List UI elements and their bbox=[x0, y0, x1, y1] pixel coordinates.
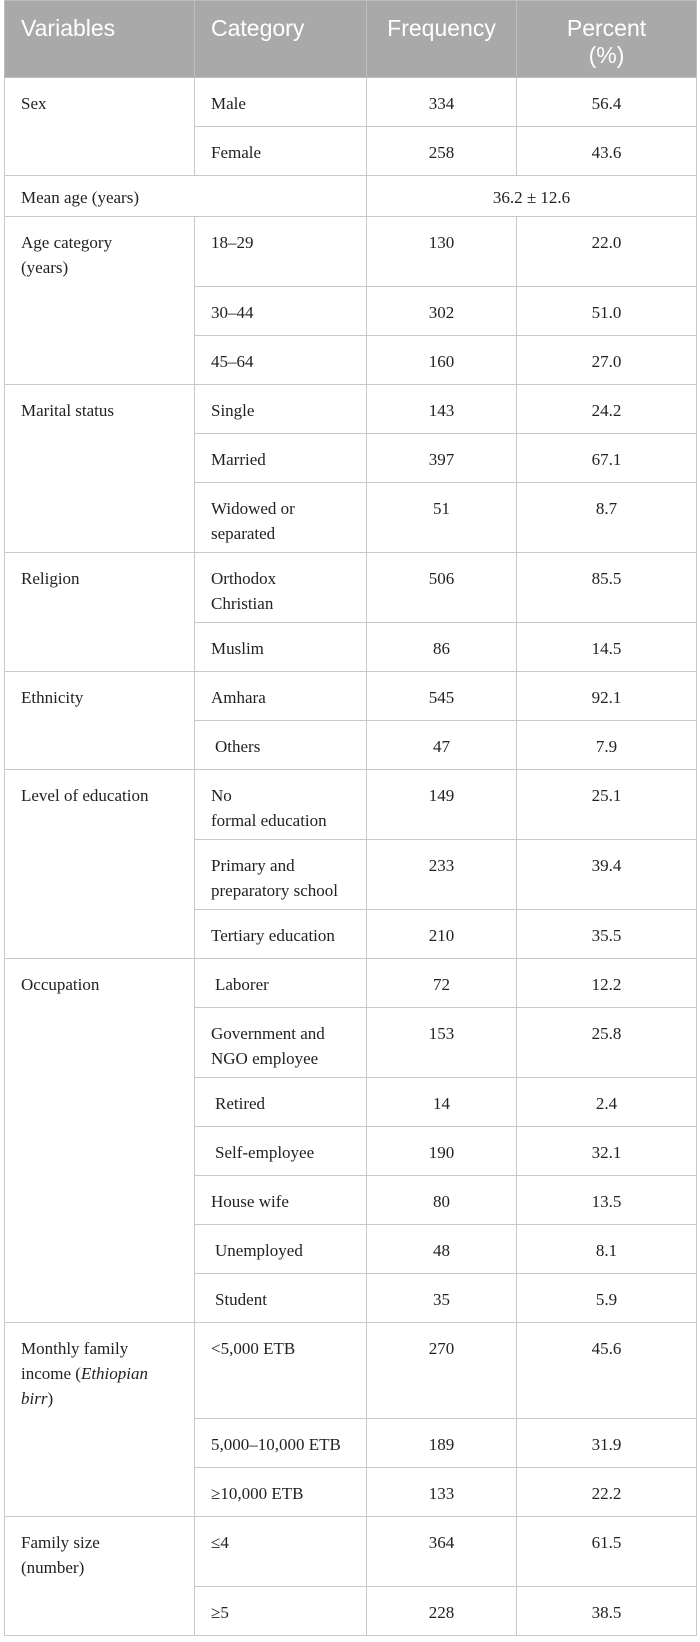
percent-cell: 25.1 bbox=[517, 770, 697, 840]
percent-cell: 39.4 bbox=[517, 840, 697, 910]
table-row bbox=[5, 176, 697, 217]
percent-cell: 22.2 bbox=[517, 1468, 697, 1517]
category-cell: Amhara bbox=[195, 672, 367, 721]
category-cell: Single bbox=[195, 385, 367, 434]
category-cell: 30–44 bbox=[195, 287, 367, 336]
frequency-cell: 143 bbox=[367, 385, 517, 434]
category-cell: Muslim bbox=[195, 623, 367, 672]
frequency-cell: 364 bbox=[367, 1517, 517, 1587]
percent-cell: 27.0 bbox=[517, 336, 697, 385]
frequency-cell: 189 bbox=[367, 1419, 517, 1468]
percent-cell: 45.6 bbox=[517, 1323, 697, 1419]
category-cell: Government and NGO employee bbox=[195, 1008, 367, 1078]
variable-mean-age: Mean age (years) bbox=[5, 176, 367, 217]
category-cell: 18–29 bbox=[195, 217, 367, 287]
category-cell: Tertiary education bbox=[195, 910, 367, 959]
category-cell: ≤4 bbox=[195, 1517, 367, 1587]
frequency-cell: 190 bbox=[367, 1127, 517, 1176]
table-row bbox=[5, 1323, 697, 1419]
percent-cell: 25.8 bbox=[517, 1008, 697, 1078]
percent-cell: 22.0 bbox=[517, 217, 697, 287]
percent-cell: 13.5 bbox=[517, 1176, 697, 1225]
category-cell: Female bbox=[195, 127, 367, 176]
frequency-cell: 72 bbox=[367, 959, 517, 1008]
category-cell: ≥5 bbox=[195, 1587, 367, 1636]
category-cell: <5,000 ETB bbox=[195, 1323, 367, 1419]
table-row bbox=[5, 217, 697, 287]
frequency-cell: 233 bbox=[367, 840, 517, 910]
frequency-cell: 506 bbox=[367, 553, 517, 623]
category-cell: Student bbox=[195, 1274, 367, 1323]
table-row bbox=[5, 385, 697, 434]
frequency-cell: 130 bbox=[367, 217, 517, 287]
category-cell: 5,000–10,000 ETB bbox=[195, 1419, 367, 1468]
category-cell: ≥10,000 ETB bbox=[195, 1468, 367, 1517]
frequency-cell: 80 bbox=[367, 1176, 517, 1225]
category-cell: Laborer bbox=[195, 959, 367, 1008]
frequency-cell: 334 bbox=[367, 78, 517, 127]
frequency-cell: 302 bbox=[367, 287, 517, 336]
frequency-cell: 149 bbox=[367, 770, 517, 840]
percent-cell: 35.5 bbox=[517, 910, 697, 959]
percent-cell: 2.4 bbox=[517, 1078, 697, 1127]
frequency-cell: 86 bbox=[367, 623, 517, 672]
table-row bbox=[5, 959, 697, 1008]
frequency-cell: 160 bbox=[367, 336, 517, 385]
variable-income: Monthly family income (Ethiopian birr) bbox=[5, 1323, 195, 1517]
percent-cell: 24.2 bbox=[517, 385, 697, 434]
table-row bbox=[5, 1517, 697, 1587]
table-row bbox=[5, 672, 697, 721]
category-cell: Self-employee bbox=[195, 1127, 367, 1176]
frequency-cell: 48 bbox=[367, 1225, 517, 1274]
percent-cell: 56.4 bbox=[517, 78, 697, 127]
frequency-cell: 545 bbox=[367, 672, 517, 721]
header-category: Category bbox=[195, 1, 367, 78]
frequency-cell: 270 bbox=[367, 1323, 517, 1419]
percent-cell: 61.5 bbox=[517, 1517, 697, 1587]
percent-cell: 67.1 bbox=[517, 434, 697, 483]
percent-cell: 14.5 bbox=[517, 623, 697, 672]
category-cell: Primary and preparatory school bbox=[195, 840, 367, 910]
variable-family-size: Family size (number) bbox=[5, 1517, 195, 1636]
variable-age-category: Age category (years) bbox=[5, 217, 195, 385]
percent-cell: 51.0 bbox=[517, 287, 697, 336]
frequency-cell: 153 bbox=[367, 1008, 517, 1078]
frequency-cell: 258 bbox=[367, 127, 517, 176]
sociodemographic-table bbox=[4, 0, 697, 1636]
category-cell: 45–64 bbox=[195, 336, 367, 385]
category-cell: Widowed or separated bbox=[195, 483, 367, 553]
percent-cell: 32.1 bbox=[517, 1127, 697, 1176]
percent-cell: 8.1 bbox=[517, 1225, 697, 1274]
table-row bbox=[5, 78, 697, 127]
variable-sex: Sex bbox=[5, 78, 195, 176]
frequency-cell: 133 bbox=[367, 1468, 517, 1517]
frequency-cell: 397 bbox=[367, 434, 517, 483]
percent-cell: 31.9 bbox=[517, 1419, 697, 1468]
header-frequency: Frequency bbox=[367, 1, 517, 78]
percent-cell: 38.5 bbox=[517, 1587, 697, 1636]
frequency-cell: 14 bbox=[367, 1078, 517, 1127]
percent-cell: 12.2 bbox=[517, 959, 697, 1008]
frequency-cell: 35 bbox=[367, 1274, 517, 1323]
variable-occupation: Occupation bbox=[5, 959, 195, 1323]
category-cell: House wife bbox=[195, 1176, 367, 1225]
variable-ethnicity: Ethnicity bbox=[5, 672, 195, 770]
percent-cell: 43.6 bbox=[517, 127, 697, 176]
header-row bbox=[5, 1, 697, 78]
header-percent: Percent (%) bbox=[517, 1, 697, 78]
percent-cell: 85.5 bbox=[517, 553, 697, 623]
variable-education: Level of education bbox=[5, 770, 195, 959]
variable-religion: Religion bbox=[5, 553, 195, 672]
percent-cell: 8.7 bbox=[517, 483, 697, 553]
category-cell: No formal education bbox=[195, 770, 367, 840]
header-variables: Variables bbox=[5, 1, 195, 78]
category-cell: Male bbox=[195, 78, 367, 127]
variable-marital-status: Marital status bbox=[5, 385, 195, 553]
frequency-cell: 210 bbox=[367, 910, 517, 959]
category-cell: Orthodox Christian bbox=[195, 553, 367, 623]
frequency-cell: 51 bbox=[367, 483, 517, 553]
frequency-cell: 228 bbox=[367, 1587, 517, 1636]
category-cell: Married bbox=[195, 434, 367, 483]
mean-age-value: 36.2 ± 12.6 bbox=[367, 176, 697, 217]
category-cell: Retired bbox=[195, 1078, 367, 1127]
percent-cell: 5.9 bbox=[517, 1274, 697, 1323]
category-cell: Unemployed bbox=[195, 1225, 367, 1274]
frequency-cell: 47 bbox=[367, 721, 517, 770]
table-row bbox=[5, 770, 697, 840]
table-row bbox=[5, 553, 697, 623]
category-cell: Others bbox=[195, 721, 367, 770]
percent-cell: 7.9 bbox=[517, 721, 697, 770]
percent-cell: 92.1 bbox=[517, 672, 697, 721]
